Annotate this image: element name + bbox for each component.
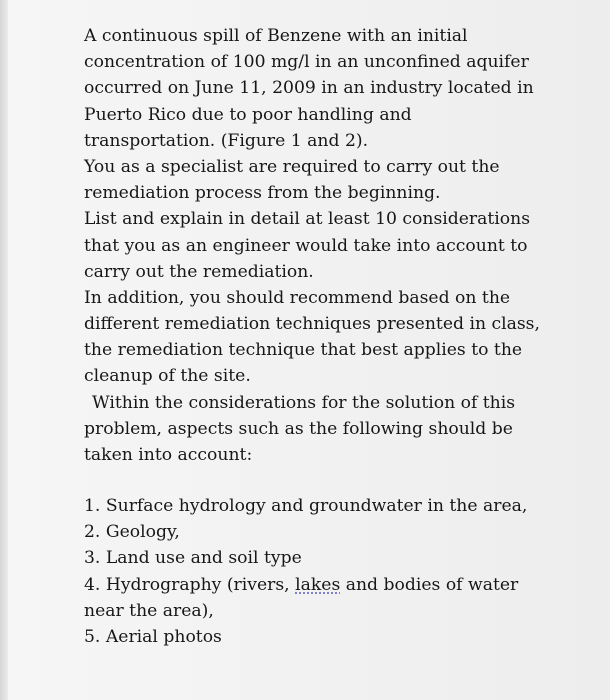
list-item-3: 3. Land use and soil type	[84, 548, 302, 569]
statement-line-16: problem, aspects such as the following should be	[84, 418, 513, 439]
statement-line-6: You as a specialist are required to carry out the	[84, 156, 500, 177]
statement-line-9: that you as an engineer would take into account to	[84, 235, 528, 256]
list-item-4-continuation: near the area),	[84, 600, 214, 621]
list-item-5: 5. Aerial photos	[84, 626, 222, 647]
statement-line-15: Within the considerations for the solution of this	[92, 392, 516, 413]
statement-line-7: remediation process from the beginning.	[84, 183, 441, 204]
list-item-1: 1. Surface hydrology and groundwater in the area,	[84, 496, 528, 516]
spellcheck-word-lakes: lakes	[295, 574, 341, 595]
statement-line-5: transportation. (Figure 1 and 2).	[84, 130, 369, 151]
statement-line-4: Puerto Rico due to poor handling and	[84, 104, 412, 125]
page-edge	[0, 0, 8, 700]
statement-line-2: concentration of 100 mg/l in an unconfined aquifer	[84, 52, 529, 73]
list-item-2: 2. Geology,	[84, 522, 180, 543]
statement-line-10: carry out the remediation.	[84, 261, 314, 282]
considerations-list	[84, 493, 594, 650]
statement-line-14: cleanup of the site.	[84, 366, 251, 387]
list-item-4-part-2: and bodies of water	[340, 574, 519, 595]
list-item-4-part-1: 4. Hydrography (rivers,	[84, 574, 296, 595]
statement-line-1: A continuous spill of Benzene with an initial	[84, 26, 468, 46]
statement-line-8: List and explain in detail at least 10 considerations	[84, 209, 531, 230]
list-item-4	[84, 572, 594, 598]
statement-line-3: occurred on June 11, 2009 in an industry located in	[84, 78, 534, 99]
statement-line-12: different remediation techniques presented in class,	[84, 314, 540, 335]
statement-line-13: the remediation technique that best applies to the	[84, 340, 523, 361]
statement-line-17: taken into account:	[84, 445, 253, 465]
statement-line-11: In addition, you should recommend based on the	[84, 287, 511, 308]
problem-statement	[84, 23, 594, 468]
